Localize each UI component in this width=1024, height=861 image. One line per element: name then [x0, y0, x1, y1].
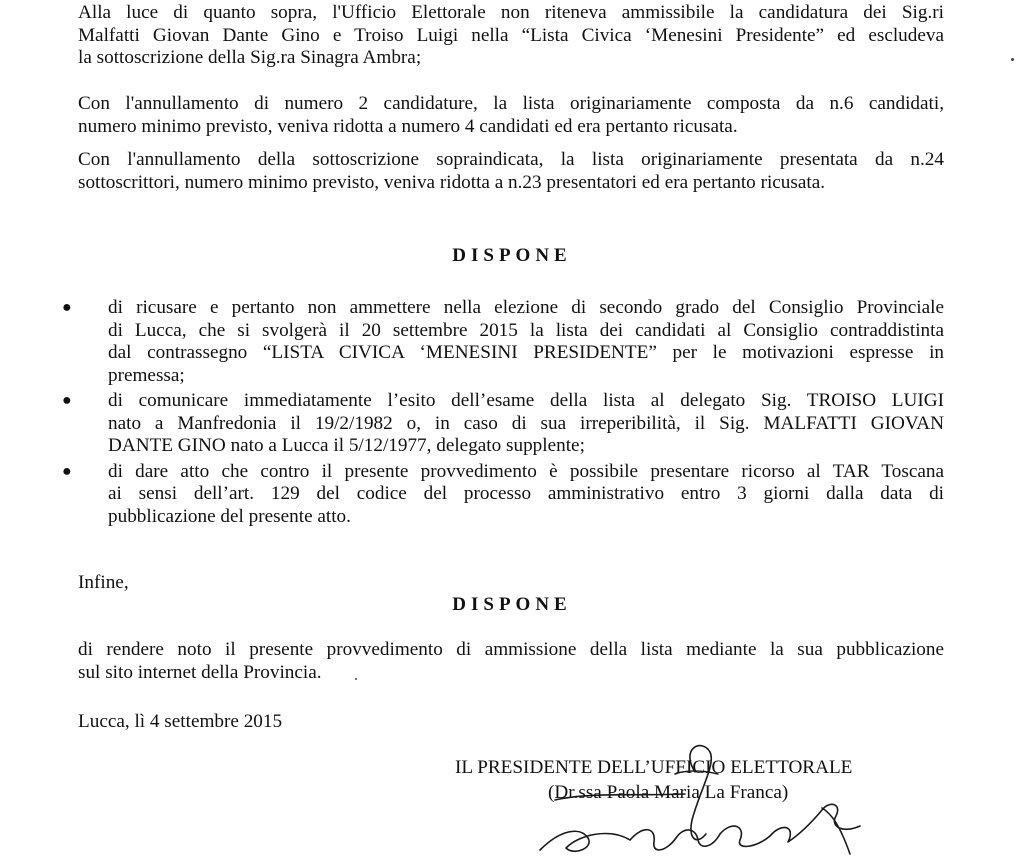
list-item-line: di dare atto che contro il presente provvedimento è possibile presentare ricorso al TAR Toscana — [108, 460, 944, 482]
list-item-line: premessa; — [108, 364, 185, 386]
paragraph-pubblicazione — [78, 639, 944, 684]
list-item-line: di Lucca, che si svolgerà il 20 settembre 2015 la lista dei candidati al Consiglio contraddistinta — [108, 319, 944, 341]
place-date: Lucca, lì 4 settembre 2015 — [78, 711, 283, 732]
list-item-line: dal contrassegno “LISTA CIVICA ‘MENESINI PRESIDENTE” per le motivazioni espresse in — [108, 342, 944, 363]
paragraph-annullamento-candidature — [78, 93, 944, 138]
paragraph-annullamento-sottoscrizione — [78, 149, 944, 194]
list-item-line: pubblicazione del presente atto. — [108, 505, 351, 527]
paragraph-esclusione — [78, 2, 944, 70]
infine-label: Infine, — [78, 572, 129, 593]
signatory-title: IL PRESIDENTE DELL’UFFICIO ELETTORALE — [455, 757, 853, 778]
paragraph-line: Malfatti Giovan Dante Gino e Troiso Luigi nella “Lista Civica ‘Menesini Presidente” ed escludeva — [78, 24, 944, 46]
paragraph-line: Con l'annullamento di numero 2 candidature, la lista originariamente composta da n.6 candidati, — [78, 93, 944, 114]
bullet-icon: ● — [62, 299, 72, 316]
paragraph-line: Con l'annullamento della sottoscrizione sopraindicata, la lista originariamente presentata da n.24 — [78, 149, 944, 170]
heading-dispone: DISPONE — [452, 245, 572, 266]
dispositions-list — [60, 297, 944, 531]
scan-speck — [355, 678, 357, 680]
paragraph-line: sottoscrittori, numero minimo previsto, veniva ridotta a n.23 presentatori ed era pertanto ricusata. — [78, 171, 826, 193]
bullet-icon: ● — [62, 462, 72, 480]
list-item — [60, 297, 944, 387]
signatory-name: (Dr.ssa Paola Maria La Franca) — [548, 782, 789, 803]
list-item-line: nato a Manfredonia il 19/2/1982 o, in caso di sua irreperibilità, il Sig. MALFATTI GIOVAN — [108, 412, 944, 434]
list-item-line: di ricusare e pertanto non ammettere nella elezione di secondo grado del Consiglio Provinciale — [108, 297, 944, 318]
list-item-line: ai sensi dell’art. 129 del codice del processo amministrativo entro 3 giorni dalla data di — [108, 483, 944, 504]
list-item — [60, 461, 944, 529]
paragraph-line: di rendere noto il presente provvedimento di ammissione della lista mediante la sua pubblicazione — [78, 639, 944, 660]
bullet-icon: ● — [62, 392, 72, 409]
list-item-line: DANTE GINO nato a Lucca il 5/12/1977, delegato supplente; — [108, 435, 585, 456]
scan-speck — [1011, 58, 1014, 61]
heading-dispone-final: DISPONE — [452, 594, 572, 615]
list-item — [60, 390, 944, 458]
paragraph-line: la sottoscrizione della Sig.ra Sinagra Ambra; — [78, 47, 422, 68]
paragraph-line: Alla luce di quanto sopra, l'Ufficio Elettorale non riteneva ammissibile la candidatura dei Sig.ri — [78, 2, 944, 23]
list-item-line: di comunicare immediatamente l’esito dell’esame della lista al delegato Sig. TROISO LUIGI — [108, 390, 944, 411]
paragraph-line: sul sito internet della Provincia. — [78, 661, 322, 683]
paragraph-line: numero minimo previsto, veniva ridotta a numero 4 candidati ed era pertanto ricusata. — [78, 115, 738, 137]
